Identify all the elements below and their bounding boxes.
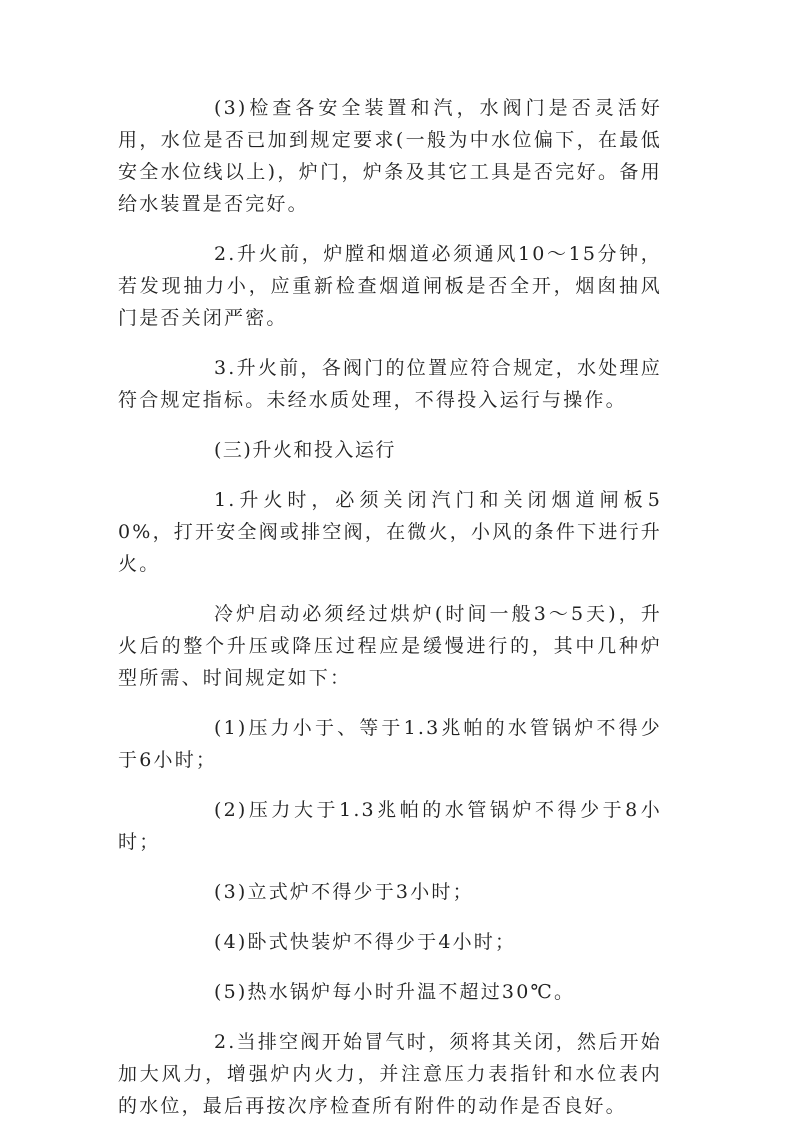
paragraph-safety-check: (3)检查各安全装置和汽，水阀门是否灵活好用，水位是否已加到规定要求(一般为中水位偏下，在最低安全水位线以上)，炉门，炉条及其它工具是否完好。备用给水装置是否完好。 [118,97,662,215]
list-item-4: (4)卧式快装炉不得少于4小时； [214,931,517,953]
paragraph-ignition: 1.升火时，必须关闭汽门和关闭烟道闸板50%，打开安全阀或排空阀，在微火，小风的条件下进行升火。 [118,489,662,575]
paragraph-cold-start: 冷炉启动必须经过烘炉(时间一般3～5天)，升火后的整个升压或降压过程应是缓慢进行的，其中几种炉型所需、时间规定如下： [118,603,662,689]
paragraph-ventilation: 2.升火前，炉膛和烟道必须通风10～15分钟，若发现抽力小，应重新检查烟道闸板是否全开，烟囱抽风门是否关闭严密。 [118,243,662,329]
list-item-2: (2)压力大于1.3兆帕的水管锅炉不得少于8小时； [118,799,662,853]
paragraph-vent-valve: 2.当排空阀开始冒气时，须将其关闭，然后开始加大风力，增强炉内火力，并注意压力表指针和水位表内的水位，最后再按次序检查所有附件的动作是否良好。 [118,1031,662,1117]
list-item-3: (3)立式炉不得少于3小时； [214,881,474,903]
paragraph-valve-positions: 3.升火前，各阀门的位置应符合规定，水处理应符合规定指标。未经水质处理，不得投入运行与操作。 [118,357,662,411]
list-item-1: (1)压力小于、等于1.3兆帕的水管锅炉不得少于6小时； [118,717,662,771]
document-page [118,92,662,1140]
list-item-5: (5)热水锅炉每小时升温不超过30℃。 [214,981,576,1003]
section-heading: (三)升火和投入运行 [214,439,396,461]
